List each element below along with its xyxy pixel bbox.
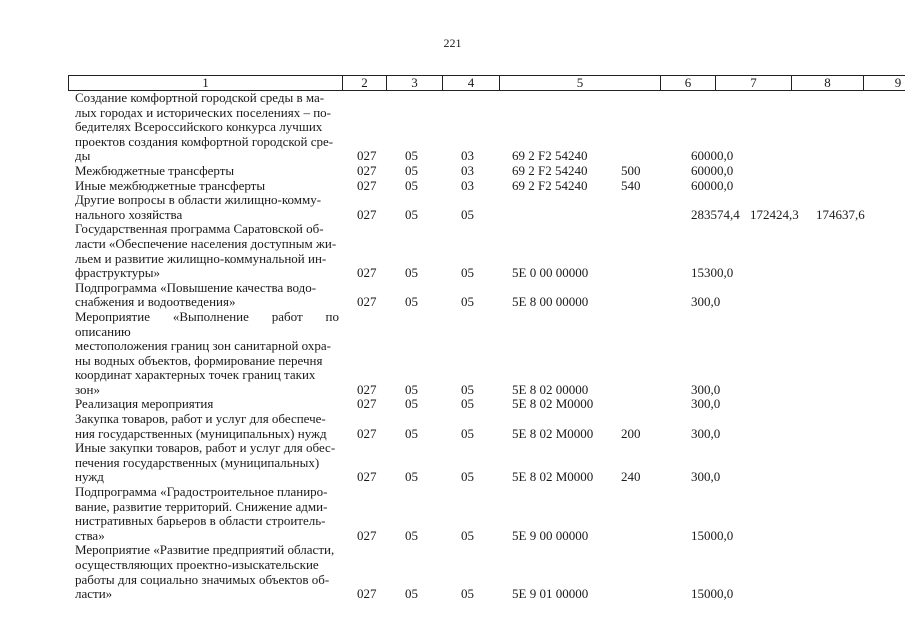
ministry-code: 027 <box>357 527 377 543</box>
ministry-code: 027 <box>357 206 377 222</box>
subsection-code: 05 <box>461 396 474 412</box>
description-line: ды <box>75 148 91 164</box>
amount-year-1: 283574,4 <box>691 206 740 222</box>
row-description <box>75 412 339 441</box>
amount-year-1: 300,0 <box>691 469 721 485</box>
page-number: 221 <box>443 36 462 50</box>
description-line: Государственная программа Саратовской об- <box>75 221 324 237</box>
ministry-code: 027 <box>357 425 377 441</box>
row-description <box>75 543 339 601</box>
section-code: 05 <box>405 396 418 412</box>
table-row <box>0 412 905 441</box>
description-line: проектов создания комфортной городской сре- <box>75 133 334 149</box>
description-line: нистративных барьеров в области строитель- <box>75 513 326 529</box>
column-header-3: 3 <box>387 76 443 91</box>
description-line: Межбюджетные трансферты <box>75 162 235 178</box>
subsection-code: 05 <box>461 265 474 281</box>
description-line: льем и развитие жилищно-коммунальной ин- <box>75 250 327 266</box>
description-line: Иные закупки товаров, работ и услуг для обес- <box>75 440 336 456</box>
description-line: работы для социально значимых объектов об- <box>75 571 330 587</box>
subsection-code: 05 <box>461 469 474 485</box>
amount-year-1: 15300,0 <box>691 265 734 281</box>
target-article-code: 5E 8 02 M0000 <box>512 396 594 412</box>
target-article-code: 5E 8 02 M0000 <box>512 425 594 441</box>
subsection-code: 03 <box>461 177 474 193</box>
description-line: Иные межбюджетные трансферты <box>75 177 266 193</box>
amount-year-1: 60000,0 <box>691 148 734 164</box>
ministry-code: 027 <box>357 294 377 310</box>
table-row <box>0 222 905 280</box>
description-line: лых городах и исторических поселениях – по- <box>75 104 331 120</box>
target-article-code: 69 2 F2 54240 <box>512 162 588 178</box>
section-code: 05 <box>405 177 418 193</box>
description-line: ласти» <box>75 586 113 602</box>
ministry-code: 027 <box>357 177 377 193</box>
row-description <box>75 441 339 485</box>
ministry-code: 027 <box>357 162 377 178</box>
section-code: 05 <box>405 148 418 164</box>
amount-year-3: 174637,6 <box>816 206 865 222</box>
expense-type-code: 240 <box>621 469 641 485</box>
section-code: 05 <box>405 469 418 485</box>
subsection-code: 03 <box>461 148 474 164</box>
section-code: 05 <box>405 527 418 543</box>
description-line: Закупка товаров, работ и услуг для обеспече- <box>75 411 326 427</box>
target-article-code: 5E 9 01 00000 <box>512 586 589 602</box>
description-line: Мероприятие «Развитие предприятий области, <box>75 542 335 558</box>
amount-year-1: 300,0 <box>691 381 721 397</box>
expense-type-code: 200 <box>621 425 641 441</box>
description-line: фраструктуры» <box>75 265 161 281</box>
subsection-code: 05 <box>461 381 474 397</box>
target-article-code: 5E 8 02 00000 <box>512 381 589 397</box>
amount-year-1: 15000,0 <box>691 527 734 543</box>
amount-year-1: 60000,0 <box>691 162 734 178</box>
table-row <box>0 441 905 485</box>
target-article-code: 5E 8 02 M0000 <box>512 469 594 485</box>
column-header-row <box>68 75 905 91</box>
row-description <box>75 281 339 310</box>
section-code: 05 <box>405 294 418 310</box>
description-line: вание, развитие территорий. Снижение адми- <box>75 498 328 514</box>
target-article-code: 69 2 F2 54240 <box>512 177 588 193</box>
table-row <box>0 179 905 194</box>
table-row <box>0 485 905 543</box>
expense-type-code: 500 <box>621 162 641 178</box>
description-line: Реализация мероприятия <box>75 396 214 412</box>
amount-year-1: 300,0 <box>691 396 721 412</box>
section-code: 05 <box>405 425 418 441</box>
target-article-code: 5E 0 00 00000 <box>512 265 589 281</box>
table-row <box>0 91 905 164</box>
description-line: местоположения границ зон санитарной охра- <box>75 338 331 354</box>
description-line: зон» <box>75 381 101 397</box>
amount-year-1: 15000,0 <box>691 586 734 602</box>
column-header-1: 1 <box>69 76 343 91</box>
amount-year-1: 300,0 <box>691 425 721 441</box>
section-code: 05 <box>405 586 418 602</box>
description-line: Мероприятие «Выполнение работ по описанию <box>75 308 339 339</box>
subsection-code: 05 <box>461 425 474 441</box>
row-description <box>75 310 339 398</box>
subsection-code: 05 <box>461 294 474 310</box>
column-header-6: 6 <box>661 76 716 91</box>
table-row <box>0 164 905 179</box>
description-line: снабжения и водоотведения» <box>75 294 236 310</box>
row-description <box>75 193 339 222</box>
section-code: 05 <box>405 162 418 178</box>
amount-year-1: 60000,0 <box>691 177 734 193</box>
description-line: Подпрограмма «Градостроительное планиро- <box>75 484 328 500</box>
ministry-code: 027 <box>357 265 377 281</box>
column-header-4: 4 <box>443 76 500 91</box>
ministry-code: 027 <box>357 396 377 412</box>
expense-type-code: 540 <box>621 177 641 193</box>
description-line: Подпрограмма «Повышение качества водо- <box>75 279 317 295</box>
description-line: нужд <box>75 469 104 485</box>
description-line: осуществляющих проектно-изыскательские <box>75 557 319 572</box>
row-description <box>75 91 339 164</box>
description-line: Другие вопросы в области жилищно-комму- <box>75 192 322 208</box>
subsection-code: 03 <box>461 162 474 178</box>
table-row <box>0 310 905 398</box>
column-header-2: 2 <box>343 76 387 91</box>
description-line: Создание комфортной городской среды в ма- <box>75 90 325 105</box>
subsection-code: 05 <box>461 527 474 543</box>
description-line: ласти «Обеспечение населения доступным жи- <box>75 235 337 251</box>
description-line: бедителях Всероссийского конкурса лучших <box>75 119 323 135</box>
column-header-5: 5 <box>500 76 661 91</box>
ministry-code: 027 <box>357 586 377 602</box>
target-article-code: 5E 9 00 00000 <box>512 527 589 543</box>
description-line: ства» <box>75 527 105 543</box>
table-row <box>0 193 905 222</box>
column-header-9: 9 <box>864 76 905 91</box>
row-description <box>75 164 339 179</box>
ministry-code: 027 <box>357 148 377 164</box>
budget-table-body <box>0 91 905 602</box>
section-code: 05 <box>405 265 418 281</box>
subsection-code: 05 <box>461 586 474 602</box>
ministry-code: 027 <box>357 469 377 485</box>
subsection-code: 05 <box>461 206 474 222</box>
row-description <box>75 485 339 543</box>
target-article-code: 69 2 F2 54240 <box>512 148 588 164</box>
table-row <box>0 281 905 310</box>
section-code: 05 <box>405 381 418 397</box>
row-description <box>75 179 339 194</box>
amount-year-2: 172424,3 <box>750 206 799 222</box>
table-row <box>0 397 905 412</box>
description-line: ния государственных (муниципальных) нужд <box>75 425 327 441</box>
section-code: 05 <box>405 206 418 222</box>
column-header-7: 7 <box>716 76 792 91</box>
table-row <box>0 543 905 601</box>
description-line: ны водных объектов, формирование перечня <box>75 352 323 368</box>
ministry-code: 027 <box>357 381 377 397</box>
target-article-code: 5E 8 00 00000 <box>512 294 589 310</box>
description-line: координат характерных точек границ таких <box>75 367 316 383</box>
row-description <box>75 222 339 280</box>
description-line: нального хозяйства <box>75 206 183 222</box>
description-line: печения государственных (муниципальных) <box>75 454 320 470</box>
amount-year-1: 300,0 <box>691 294 721 310</box>
column-header-8: 8 <box>792 76 864 91</box>
row-description <box>75 397 339 412</box>
